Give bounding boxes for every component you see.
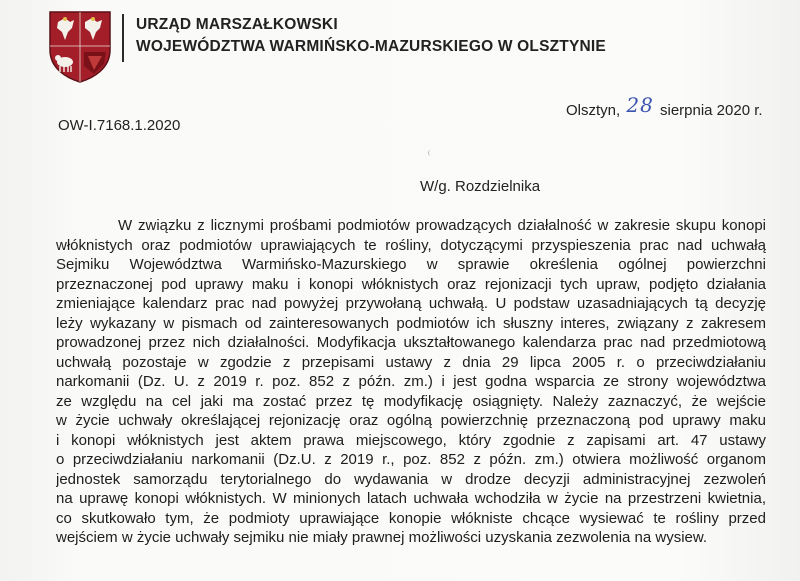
body-line: leży wykazany w pismach od zainteresowanych podmiotów ich słuszny interes, związany z zakresem — [56, 314, 766, 332]
body-line: W związku z licznymi prośbami podmiotów prowadzących działalność w zakresie skupu konopi — [118, 217, 766, 234]
institution-line-2: WOJEWÓDZTWA WARMIŃSKO-MAZURSKIEGO W OLSZTYNIE — [136, 38, 606, 55]
place: Olsztyn, — [566, 102, 621, 119]
body-line: prowadzonej przez nich działalności. Modyfikacja ukształtowanego kalendarza prac nad przedmiotową — [56, 334, 766, 351]
coat-of-arms-icon — [48, 10, 112, 84]
addressee: W/g. Rozdzielnika — [420, 178, 541, 195]
body-line: wejściem w życie uchwały sejmiku nie miały prawnej możliwości uzyskania zezwolenia na wysiew. — [56, 529, 708, 546]
header-divider — [122, 14, 124, 62]
place-date — [566, 93, 763, 120]
month-year: sierpnia 2020 r. — [659, 102, 763, 119]
handwritten-day: 28 — [626, 93, 654, 117]
body-line: na uprawę konopi włóknistych. W minionych latach uchwała wchodziła w życie na przestrzeni kwietnia, — [56, 490, 766, 507]
body-line: Sejmiku Województwa Warmińsko-Mazurskiego w sprawie określenia ogólnej powierzchni — [56, 256, 766, 273]
body-line: włóknistych oraz podmiotów uprawiających te rośliny, dotyczącymi przyspieszenia prac nad uchwałą — [56, 236, 766, 254]
body-line: w życie uchwały określającej rejonizację oraz ogólną powierzchnię przeznaczoną pod uprawy maku — [56, 412, 766, 429]
body-line: i konopi włóknistych jest aktem prawa miejscowego, który zgodnie z zapisami art. 47 ustawy — [56, 431, 766, 449]
institution-line-1: URZĄD MARSZAŁKOWSKI — [136, 16, 338, 33]
body-line: narkomanii (Dz. U. z 2019 r. poz. 852 z późn. zm.) i jest godna wsparcia ze strony województwa — [56, 373, 766, 390]
body-line: przeznaczonej pod uprawy maku i konopi włóknistych oraz rejonizacji tych upraw, podjęto działania — [56, 275, 766, 293]
body-line: ze względu na cel jaki ma zostać przez tę modyfikację osiągnięty. Należy zaznaczyć, że wejście — [56, 392, 766, 410]
body-line: jednostek samorządu terytorialnego do wydawania w drodze decyzji administracyjnej zezwoleń — [56, 470, 766, 488]
paper-speck — [428, 150, 433, 156]
institution-name — [136, 14, 606, 58]
body-line: o przeciwdziałaniu narkomanii (Dz.U. z 2019 r., poz. 852 z późn. zm.) otwiera możliwość organom — [56, 451, 766, 468]
body-line: co skutkowało tym, że podmioty uprawiające konopie włókniste chcące wysiewać te rośliny przed — [56, 509, 766, 527]
letter-body — [56, 216, 766, 548]
reference-number: OW-I.7168.1.2020 — [58, 117, 181, 134]
body-line: zmieniające kalendarz prac nad powyżej przywołaną uchwałą. U podstaw uzasadniających tą decyzję — [56, 295, 766, 312]
body-line: uchwałą pozostaje w zgodzie z przepisami ustawy z dnia 29 lipca 2005 r. o przeciwdziałaniu — [56, 353, 766, 371]
